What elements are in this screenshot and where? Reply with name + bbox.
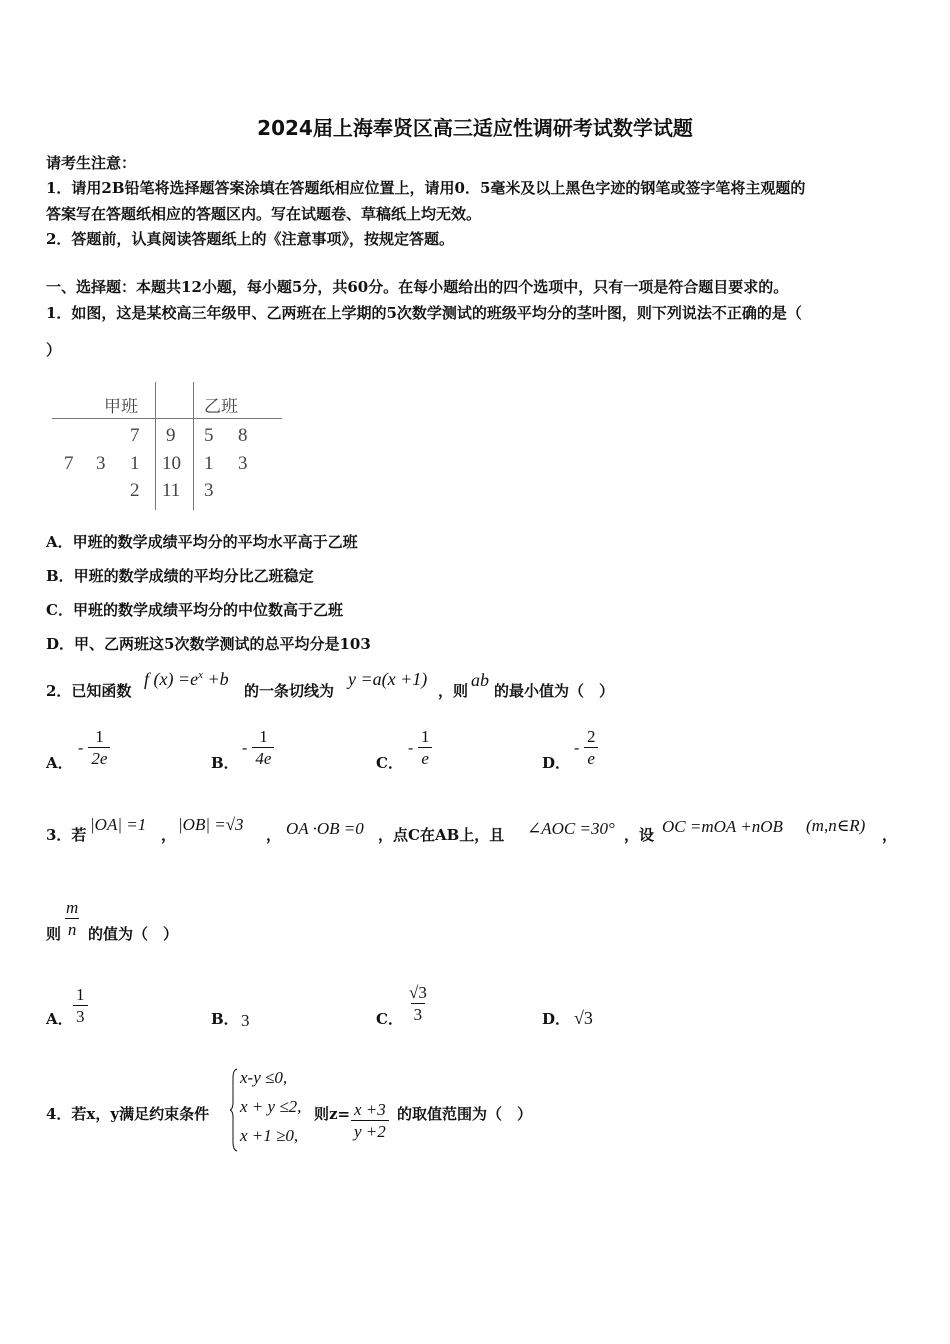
q3-option-b-label[interactable]: B． xyxy=(211,1010,239,1028)
leaf-a: 7 xyxy=(130,425,140,446)
notice-line-1: 1．请用2B铅笔将选择题答案涂填在答题纸相应位置上，请用0．5毫米及以上黑色字迹的钢笔或签字笔将主观题的 xyxy=(46,179,806,197)
leaf-b: 8 xyxy=(238,425,248,446)
stem: 9 xyxy=(166,425,176,446)
q3-option-d-label[interactable]: D． xyxy=(542,1010,571,1028)
q3-option-c-value: $\frac{√3}{3}$ xyxy=(409,983,427,1024)
q3-mid: ，点C在AB上，且 xyxy=(378,826,505,844)
page-title: 2024届上海奉贤区高三适应性调研考试数学试题 xyxy=(257,116,693,140)
q3-sep: ， xyxy=(161,826,177,844)
notice-line-2: 答案写在答题纸相应的答题区内。写在试题卷、草稿纸上均无效。 xyxy=(46,205,482,223)
q4-constraint-3: x +1 ≥0, xyxy=(240,1126,299,1145)
q4-constraint-1: x-y ≤0, xyxy=(240,1068,288,1087)
notice-heading: 请考生注意： xyxy=(46,154,137,172)
stem: 10 xyxy=(162,453,181,474)
q4-suffix: 的取值范围为（ ） xyxy=(397,1105,533,1123)
q1-stem-end: ） xyxy=(46,341,62,359)
q2-option-a-value: - $\frac{1}{2e}$ xyxy=(78,727,110,770)
q2-tangent: y =a(x +1) xyxy=(348,669,428,689)
leaf-a: 7 xyxy=(64,453,74,474)
q2-mid: 的一条切线为 xyxy=(244,682,335,700)
q2-ab: ab xyxy=(471,670,489,690)
q4-mid: 则z= xyxy=(314,1105,351,1123)
constraint-brace xyxy=(230,1068,238,1152)
notice-line-3: 2．答题前，认真阅读答题纸上的《注意事项》，按规定答题。 xyxy=(46,230,454,248)
q3-option-a-value: $\frac{1}{3}$ xyxy=(73,985,88,1028)
q4-fraction: $\frac{x +3}{y +2}$ xyxy=(351,1100,389,1143)
table-head-class-b: 乙班 xyxy=(204,397,238,417)
q3-sep: ， xyxy=(266,826,282,844)
q3-option-c-label[interactable]: C． xyxy=(376,1010,403,1028)
table-head-class-a: 甲班 xyxy=(104,397,138,417)
q1-option-d[interactable]: D．甲、乙两班这5次数学测试的总平均分是103 xyxy=(46,635,371,653)
q3-ask-suffix: 的值为（ ） xyxy=(88,925,179,943)
stem: 11 xyxy=(162,480,181,501)
q2-option-d-label[interactable]: D． xyxy=(542,754,571,772)
table-divider-right xyxy=(193,382,194,510)
q4-constraint-2: x + y ≤2, xyxy=(240,1097,302,1116)
leaf-b: 5 xyxy=(204,425,214,446)
leaf-a: 2 xyxy=(130,480,140,501)
q3-end: ， xyxy=(882,826,898,844)
q2-option-c-value: - $\frac{1}{e}$ xyxy=(408,727,432,770)
q2-prefix: 2．已知函数 xyxy=(46,682,132,700)
q3-option-a-label[interactable]: A． xyxy=(46,1010,73,1028)
q3-option-b-value: 3 xyxy=(241,1011,250,1030)
q3-condition: (m,n∈R) xyxy=(806,816,866,835)
q3-mid2: ，设 xyxy=(624,826,655,844)
stem-leaf-plot xyxy=(52,382,284,512)
q1-stem: 1．如图，这是某校高三年级甲、乙两班在上学期的5次数学测试的班级平均分的茎叶图，则下列说法不正确的是（ xyxy=(46,304,802,322)
leaf-b: 1 xyxy=(204,453,214,474)
leaf-a: 1 xyxy=(130,453,140,474)
q2-option-c-label[interactable]: C． xyxy=(376,754,403,772)
q2-option-b-value: - $\frac{1}{4e}$ xyxy=(242,727,274,770)
q3-oa-norm: |OA| =1 xyxy=(90,815,147,834)
section-heading: 一、选择题：本题共12小题，每小题5分，共60分。在每小题给出的四个选项中，只有一项是符合题目要求的。 xyxy=(46,278,789,296)
table-divider-left xyxy=(155,382,156,510)
leaf-a: 3 xyxy=(96,453,106,474)
leaf-b: 3 xyxy=(238,453,248,474)
q1-option-c[interactable]: C．甲班的数学成绩平均分的中位数高于乙班 xyxy=(46,601,343,619)
q3-option-d-value: √3 xyxy=(574,1008,593,1028)
q2-option-d-value: - $\frac{2}{e}$ xyxy=(574,727,598,770)
q3-oc-expression: OC =mOA +nOB xyxy=(662,817,783,836)
table-header-rule xyxy=(52,418,282,419)
q3-prefix: 3．若 xyxy=(46,826,87,844)
q2-suffix: 的最小值为（ ） xyxy=(494,682,615,700)
q2-function: f $(x) =e^x +b$ xyxy=(144,669,229,689)
q3-dot-product: OA ·OB =0 xyxy=(286,819,364,838)
q3-m-over-n: $\frac{m}{n}$ xyxy=(66,898,79,939)
leaf-b: 3 xyxy=(204,480,214,501)
q2-option-b-label[interactable]: B． xyxy=(211,754,239,772)
q3-ask-prefix: 则 xyxy=(46,925,62,943)
q3-angle: ∠AOC =30° xyxy=(527,819,615,838)
q4-prefix: 4．若x，y满足约束条件 xyxy=(46,1105,210,1123)
q1-option-b[interactable]: B．甲班的数学成绩的平均分比乙班稳定 xyxy=(46,567,314,585)
q2-mid2: ，则 xyxy=(438,682,469,700)
q3-ob-norm: |OB| =√3 xyxy=(178,815,244,834)
q2-option-a-label[interactable]: A． xyxy=(46,754,73,772)
q1-option-a[interactable]: A．甲班的数学成绩平均分的平均水平高于乙班 xyxy=(46,533,358,551)
